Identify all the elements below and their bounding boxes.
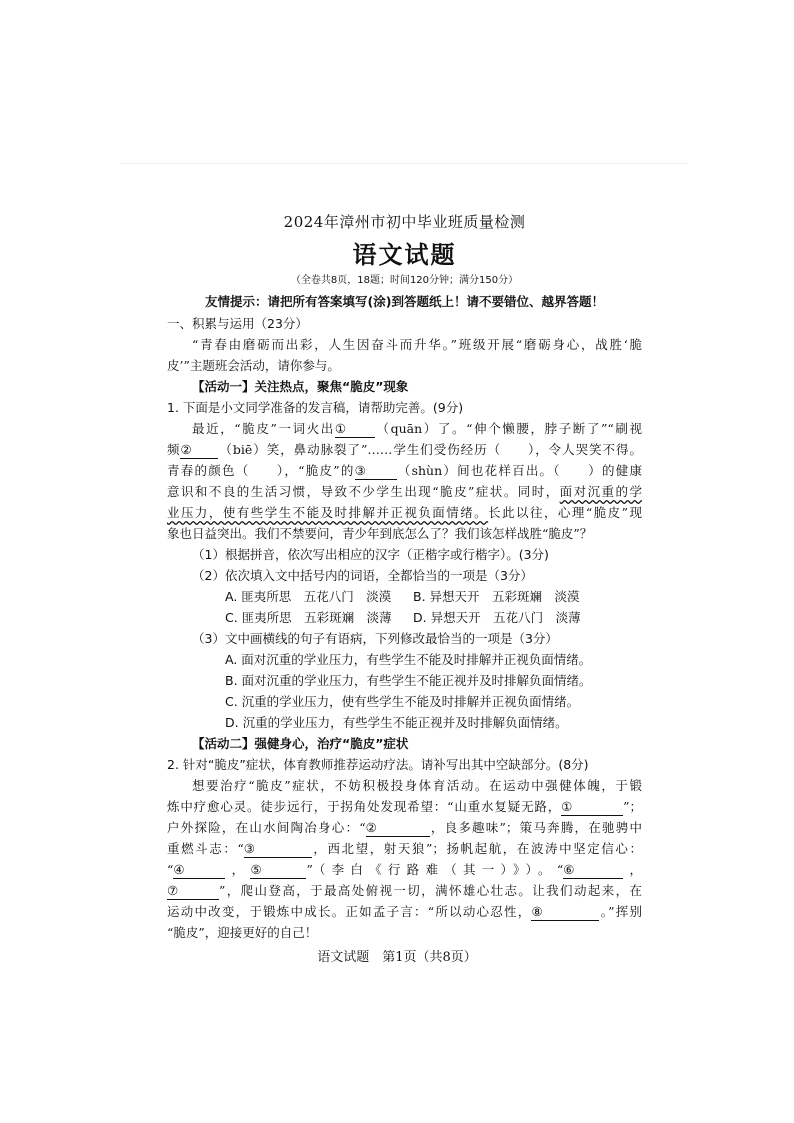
q1-passage-line-5: 业压力，使有些学生不能及时排解并正视负面情绪。长此以往，心理“脆皮”现: [167, 505, 642, 520]
blank-q2-6: ⑥: [563, 862, 623, 879]
q1-passage-line-6: 象也日益突出。我们不禁要问，青少年到底怎么了？我们该怎样战胜“脆皮”？: [167, 526, 593, 541]
blank-3: ③: [355, 463, 397, 480]
q1-sub3-option-a[interactable]: A. 面对沉重的学业压力，有些学生不能及时排解并正视负面情绪。: [225, 652, 592, 667]
intro-line-2: 皮’”主题班会活动，请你参与。: [167, 358, 340, 373]
q1-sub2-options-row-2: [167, 607, 642, 628]
q1-sub3-option-d[interactable]: D. 沉重的学业压力，有些学生不能正视并及时排解负面情绪。: [225, 715, 568, 730]
blank-1: ①: [335, 421, 375, 438]
subject-title: 语文试题: [352, 240, 457, 269]
q1-sub2-options-row-1: [167, 586, 642, 607]
q2-passage-line-1: 想要治疗“脆皮”症状，不妨积极投身体育活动。在运动中强健体魄，于锻: [192, 778, 642, 793]
blank-q2-1: ①: [561, 799, 623, 816]
q1-sub1: （1）根据拼音，依次写出相应的汉字（正楷字或行楷字）。(3分): [192, 547, 549, 562]
option-a[interactable]: A. 匪夷所思 五花八门 淡漠: [225, 589, 392, 604]
q2-stem: 2. 针对“脆皮”症状，体育教师推荐运动疗法。请补写出其中空缺部分。(8分): [167, 757, 589, 772]
underlined-sentence-part-2: 业压力，使有些学生不能及时排解并正视负面情绪。: [167, 505, 489, 520]
q2-passage-line-7: 运动中改变，于锻炼中成长。正如孟子言：“所以动心忍性，⑧ 。”挥别: [167, 904, 642, 919]
q1-sub2: （2）依次填入文中括号内的词语，全都恰当的一项是（3分）: [192, 568, 533, 583]
blank-q2-5: ⑤: [250, 862, 306, 879]
underlined-sentence-part-1: 面对沉重的学: [559, 484, 642, 499]
exam-title: 2024年漳州市初中毕业班质量检测: [283, 213, 526, 231]
q1-passage-line-3: 青春的颜色（ ），“脆皮”的③ （shùn）间也花样百出。（ ）的健康: [167, 463, 642, 478]
q1-passage-line-4: 意识和不良的生活习惯，导致不少学生出现“脆皮”症状。同时，面对沉重的学: [167, 484, 642, 499]
blank-q2-8: ⑧: [531, 904, 599, 921]
exam-meta: （全卷共8页，18题；时间120分钟；满分150分）: [290, 275, 519, 286]
blank-2: ②: [180, 442, 218, 459]
q1-stem: 1. 下面是小文同学准备的发言稿，请帮助完善。(9分): [167, 400, 464, 415]
activity2-heading: 【活动二】强健身心，治疗“脆皮”症状: [192, 736, 409, 751]
q1-passage-line-1: 最近，“脆皮”一词火出① （quān）了。“伸个懒腰，脖子断了”“刷视: [192, 421, 643, 436]
option-b[interactable]: B. 异想天开 五彩斑斓 淡漠: [413, 589, 580, 604]
q2-passage-line-8: “脆皮”，迎接更好的自己！: [167, 925, 318, 940]
blank-q2-3: ③: [244, 841, 312, 858]
option-d[interactable]: D. 异想天开 五花八门 淡薄: [413, 610, 581, 625]
q1-passage-line-2: 频② （biē）笑，鼻动脉裂了”……学生们受伤经历（ ），令人哭笑不得。: [167, 442, 642, 457]
page-footer: 语文试题 第1页（共8页）: [317, 950, 477, 965]
blank-q2-2: ②: [366, 820, 430, 837]
blank-q2-7: ⑦: [167, 883, 219, 900]
q1-sub3: （3）文中画横线的句子有语病，下列修改最恰当的一项是（3分）: [192, 631, 558, 646]
q2-passage-line-5: “④ ，⑤ ”（李白《行路难（其一）》）。“⑥ ，: [167, 862, 642, 877]
q2-passage-line-3: 户外探险，在山水间陶冶身心：“② ，良多趣味”；策马奔腾，在驰骋中: [167, 820, 642, 835]
activity1-heading: 【活动一】关注热点，聚焦“脆皮”现象: [192, 379, 409, 394]
q2-passage-line-2: 炼中疗愈心灵。徒步远行，于拐角处发现希望：“山重水复疑无路，① ”；: [167, 799, 642, 814]
blank-q2-4: ④: [173, 862, 225, 879]
q1-sub3-option-c[interactable]: C. 沉重的学业压力，使有些学生不能及时排解并正视负面情绪。: [225, 694, 580, 709]
option-c[interactable]: C. 匪夷所思 五彩斑斓 淡薄: [225, 610, 392, 625]
exam-page: [167, 212, 642, 943]
intro-line-1: “青春由磨砺而出彩，人生因奋斗而升华。”班级开展“磨砺身心，战胜‘脆: [192, 337, 642, 352]
notice: 友情提示：请把所有答案填写(涂)到答题纸上！请不要错位、越界答题！: [205, 294, 604, 309]
section-heading: 一、积累与运用（23分）: [167, 316, 308, 331]
q2-passage-line-4: 重燃斗志：“③ ，西北望，射天狼”；扬帆起航，在波涛中坚定信心：: [167, 841, 642, 856]
q1-sub3-option-b[interactable]: B. 面对沉重的学业压力，有些学生不能正视并及时排解负面情绪。: [225, 673, 592, 688]
top-rule: [120, 163, 688, 164]
q2-passage-line-6: ⑦ ”，爬山登高，于最高处俯视一切，满怀雄心壮志。让我们动起来，在: [167, 883, 642, 898]
